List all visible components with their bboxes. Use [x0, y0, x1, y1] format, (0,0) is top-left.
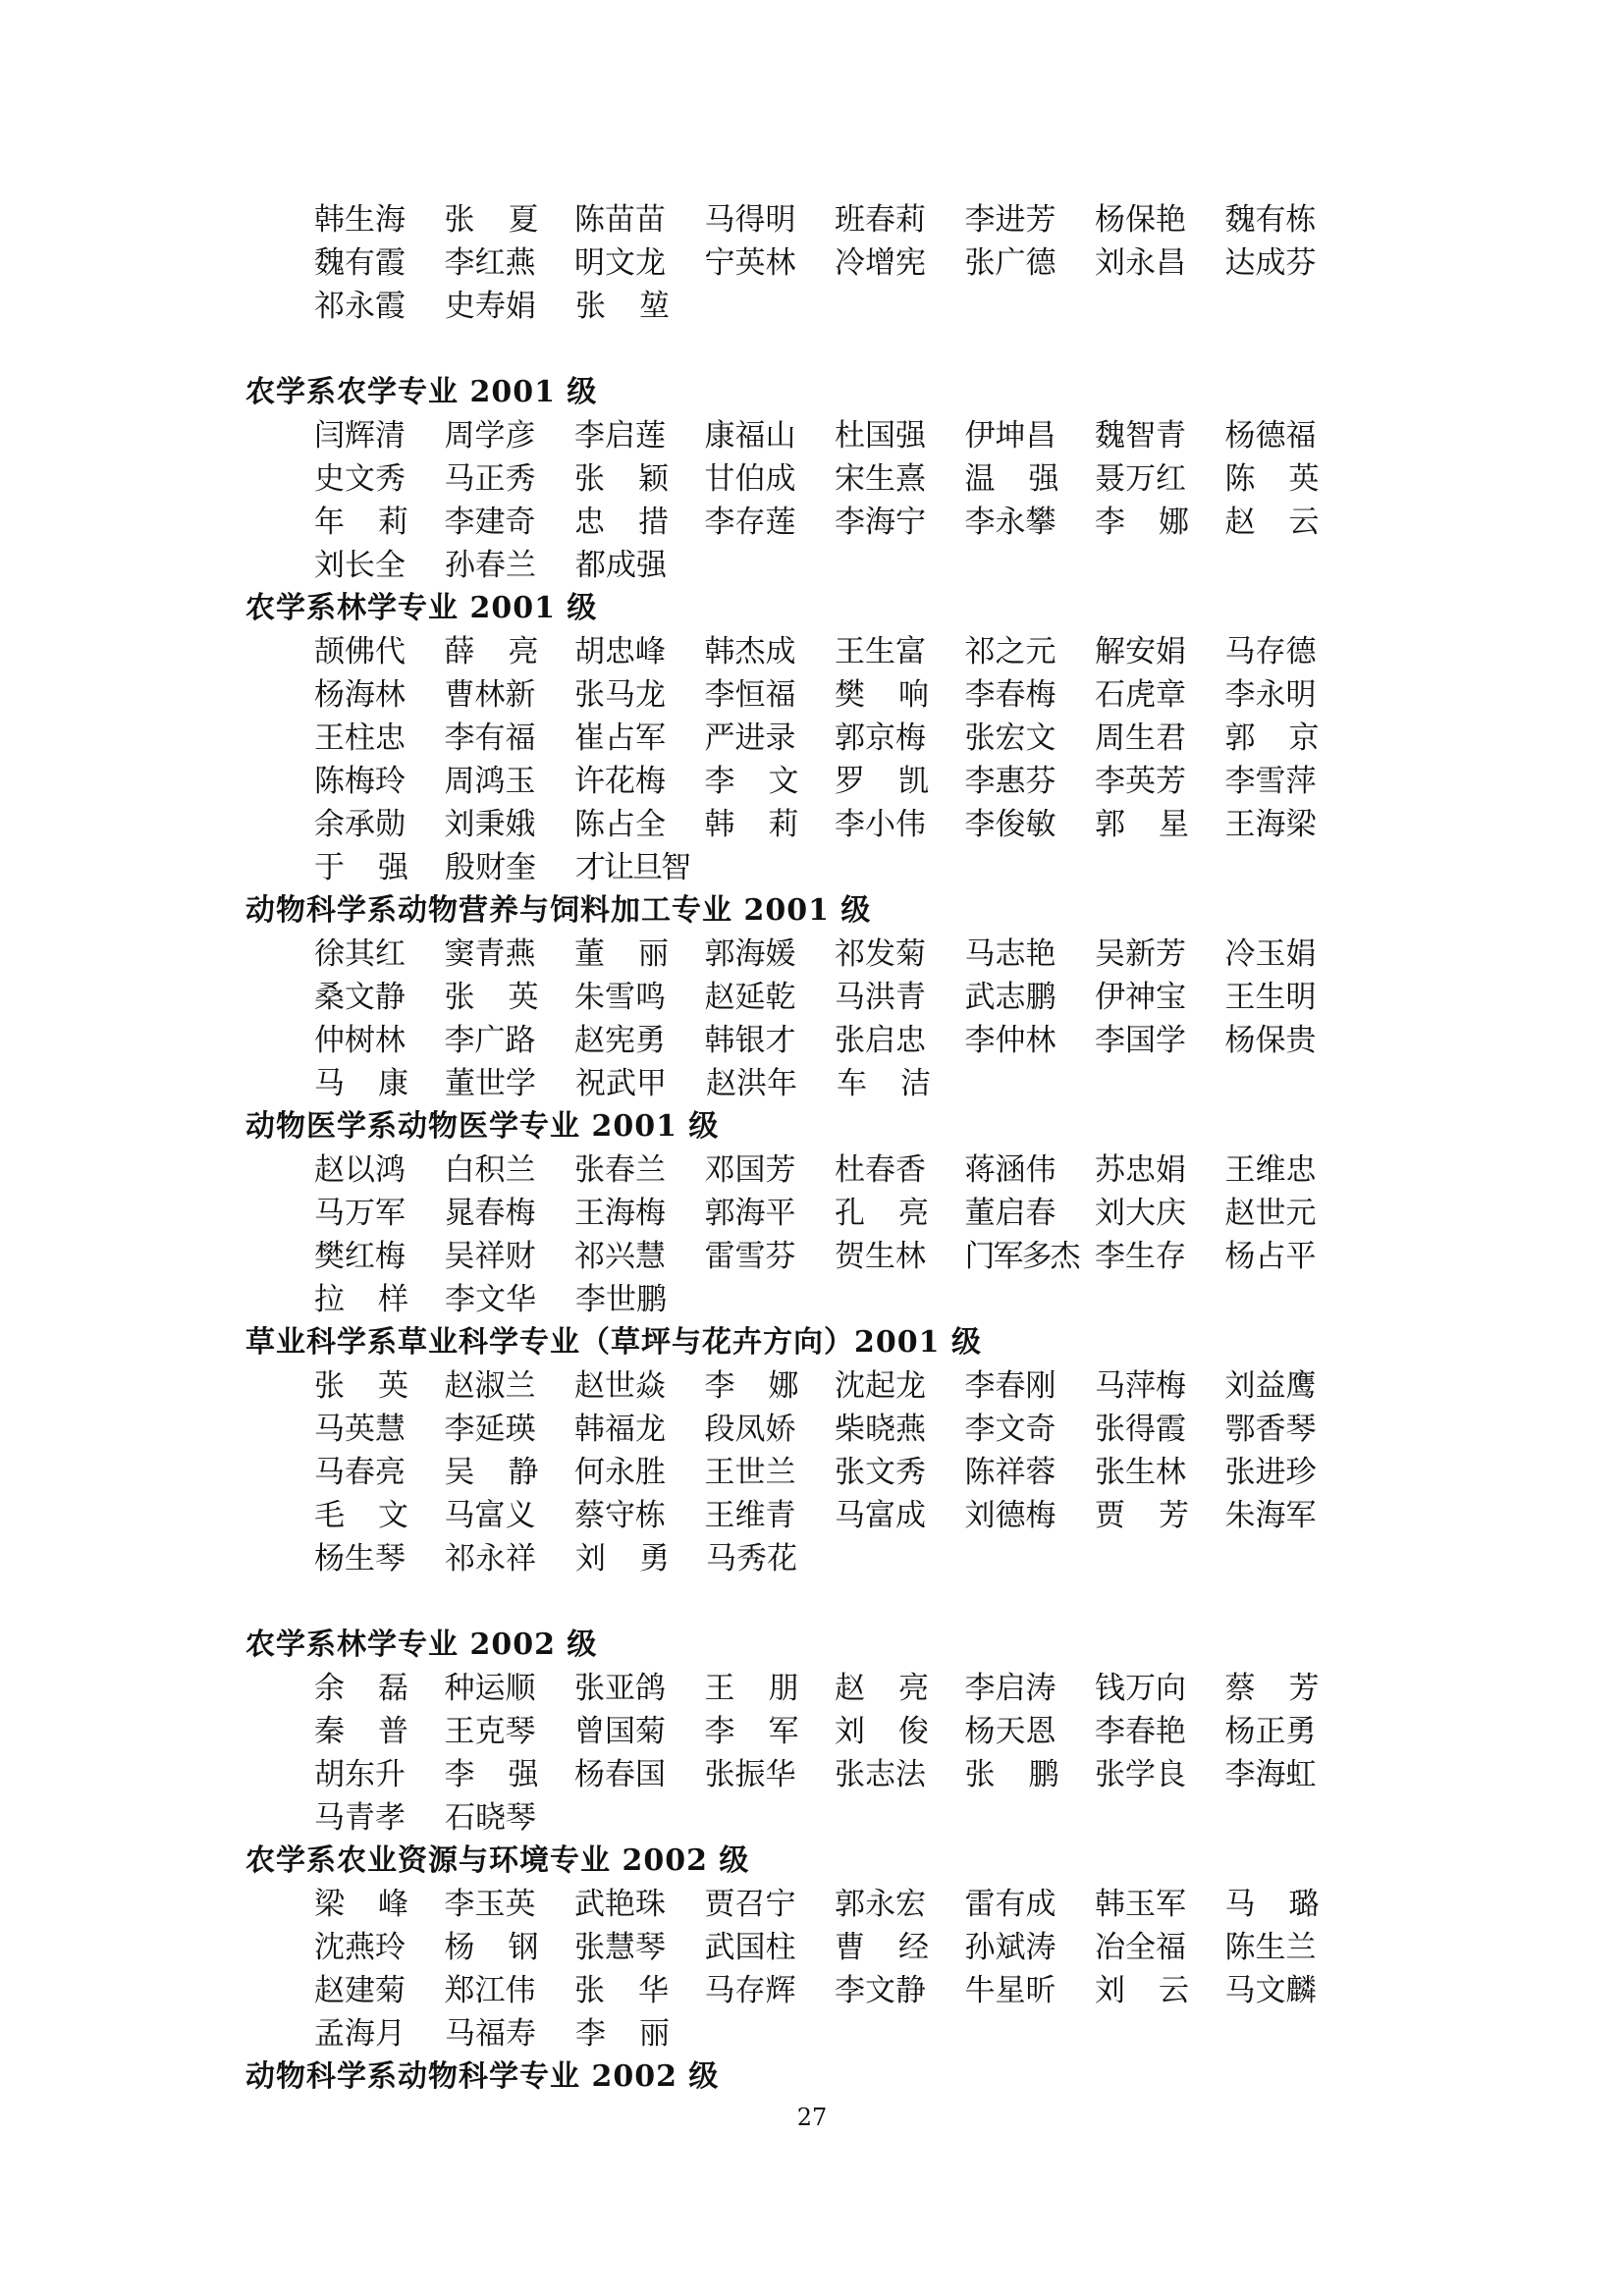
student-name: 胡忠峰 — [574, 634, 666, 669]
student-name: 李延瑛 — [444, 1412, 536, 1447]
student-name: 杨钢 — [444, 1930, 572, 1965]
student-name: 朱雪鸣 — [574, 980, 666, 1015]
name-row — [314, 1710, 1355, 1753]
student-name: 王生明 — [1224, 980, 1317, 1015]
student-name: 张进珍 — [1224, 1455, 1317, 1490]
name-list-content — [245, 198, 1355, 2099]
student-name: 李英芳 — [1095, 764, 1186, 799]
name-row — [314, 241, 1355, 285]
student-name: 马洪青 — [835, 980, 926, 1015]
student-name: 康福山 — [704, 418, 796, 454]
student-name: 韩玉军 — [1095, 1887, 1186, 1922]
student-name: 陈梅玲 — [314, 764, 406, 799]
student-name: 张志法 — [835, 1757, 926, 1792]
student-name: 杨保艳 — [1095, 202, 1186, 238]
student-name: 才让旦智 — [575, 850, 689, 885]
student-name: 仲树林 — [314, 1023, 406, 1058]
name-row — [314, 1969, 1355, 2012]
student-name: 史文秀 — [314, 461, 406, 497]
student-name: 祁发菊 — [835, 936, 926, 972]
student-name: 武志鹏 — [964, 980, 1056, 1015]
student-name: 李玉英 — [444, 1887, 536, 1922]
section-gap — [245, 1580, 1355, 1624]
student-name: 贺生林 — [835, 1239, 926, 1274]
student-name: 余承勋 — [314, 807, 406, 842]
student-name: 李俊敏 — [964, 807, 1056, 842]
name-row — [314, 1192, 1355, 1235]
student-name: 罗凯 — [835, 764, 962, 799]
student-name: 李文静 — [835, 1973, 926, 2008]
name-row — [314, 1883, 1355, 1926]
student-name: 李生存 — [1095, 1239, 1186, 1274]
name-row — [314, 1235, 1355, 1278]
student-name: 鄂香琴 — [1224, 1412, 1317, 1447]
name-row — [314, 1667, 1355, 1710]
student-name: 忠措 — [574, 505, 702, 540]
student-name: 张夏 — [444, 202, 572, 238]
student-name: 周学彦 — [444, 418, 536, 454]
student-name: 孙斌涛 — [964, 1930, 1056, 1965]
student-name: 祁永祥 — [445, 1541, 536, 1576]
student-name: 王生富 — [835, 634, 926, 669]
student-name: 何永胜 — [574, 1455, 666, 1490]
student-name: 曾国菊 — [574, 1714, 666, 1749]
student-name: 梁峰 — [314, 1887, 442, 1922]
student-name: 王维忠 — [1224, 1152, 1317, 1188]
name-row — [314, 1753, 1355, 1796]
student-name: 毛文 — [314, 1498, 442, 1533]
student-name: 李娜 — [704, 1368, 833, 1404]
student-name: 雷有成 — [964, 1887, 1056, 1922]
name-row — [314, 976, 1355, 1019]
student-name: 陈祥蓉 — [964, 1455, 1056, 1490]
student-name: 余磊 — [314, 1671, 442, 1706]
student-name: 段凤娇 — [704, 1412, 796, 1447]
student-name: 吴祥财 — [444, 1239, 536, 1274]
page-number: 27 — [796, 2104, 828, 2131]
student-name: 马春亮 — [314, 1455, 406, 1490]
section-title: 动物科学系动物营养与饲料加工专业 2001 级 — [245, 893, 872, 928]
student-name: 贾芳 — [1095, 1498, 1222, 1533]
name-row — [314, 198, 1355, 241]
student-name: 严进录 — [704, 721, 796, 756]
student-name: 郭京 — [1224, 721, 1353, 756]
student-name: 马英慧 — [314, 1412, 406, 1447]
student-name: 颉佛代 — [314, 634, 406, 669]
section-title: 农学系农业资源与环境专业 2002 级 — [245, 1843, 750, 1878]
student-name: 马富义 — [444, 1498, 536, 1533]
student-name: 周生君 — [1095, 721, 1186, 756]
student-name: 魏有霞 — [314, 245, 406, 281]
name-row — [314, 717, 1355, 760]
names-block — [314, 1364, 1355, 1580]
student-name: 吴静 — [444, 1455, 572, 1490]
student-name: 马康 — [314, 1066, 442, 1101]
student-name: 张马龙 — [574, 677, 666, 713]
student-name: 郭海媛 — [704, 936, 796, 972]
student-name: 刘秉娥 — [444, 807, 536, 842]
student-name: 杨天恩 — [964, 1714, 1056, 1749]
student-name: 韩福龙 — [574, 1412, 666, 1447]
student-name: 董世学 — [445, 1066, 536, 1101]
student-name: 温强 — [964, 461, 1093, 497]
section-title: 农学系农学专业 2001 级 — [245, 375, 598, 409]
student-name: 马存辉 — [704, 1973, 796, 2008]
student-name: 杨生琴 — [314, 1541, 406, 1576]
student-name: 门军多杰 — [964, 1239, 1079, 1274]
names-block — [314, 933, 1355, 1105]
student-name: 蒋涵伟 — [964, 1152, 1056, 1188]
student-name: 马正秀 — [444, 461, 536, 497]
class-section — [245, 371, 1355, 587]
student-name: 张学良 — [1095, 1757, 1186, 1792]
student-name: 李文 — [704, 764, 833, 799]
student-name: 薛亮 — [444, 634, 572, 669]
student-name: 李仲林 — [964, 1023, 1056, 1058]
student-name: 李广路 — [444, 1023, 536, 1058]
student-name: 李永攀 — [964, 505, 1056, 540]
student-name: 魏智青 — [1095, 418, 1186, 454]
student-name: 李恒福 — [704, 677, 796, 713]
student-name: 白积兰 — [444, 1152, 536, 1188]
name-row — [314, 1278, 1355, 1321]
student-name: 伊坤昌 — [964, 418, 1056, 454]
student-name: 李启莲 — [574, 418, 666, 454]
student-name: 伊神宝 — [1095, 980, 1186, 1015]
name-row — [314, 803, 1355, 846]
student-name: 陈生兰 — [1224, 1930, 1317, 1965]
student-name: 周鸿玉 — [444, 764, 536, 799]
name-row — [314, 760, 1355, 803]
student-name: 许花梅 — [574, 764, 666, 799]
section-title: 动物医学系动物医学专业 2001 级 — [245, 1109, 720, 1144]
student-name: 张英 — [314, 1368, 442, 1404]
student-name: 年莉 — [314, 505, 442, 540]
student-name: 刘永昌 — [1095, 245, 1186, 281]
class-section — [245, 1321, 1355, 1580]
student-name: 祁之元 — [964, 634, 1056, 669]
student-name: 苏忠娟 — [1095, 1152, 1186, 1188]
student-name: 刘益鹰 — [1224, 1368, 1317, 1404]
student-name: 李春梅 — [964, 677, 1056, 713]
section-title: 农学系林学专业 2001 级 — [245, 591, 598, 625]
student-name: 冷玉娟 — [1224, 936, 1317, 972]
student-name: 马志艳 — [964, 936, 1056, 972]
student-name: 张堃 — [575, 289, 703, 324]
class-section — [245, 2056, 1355, 2099]
student-name: 钱万向 — [1095, 1671, 1186, 1706]
student-name: 解安娟 — [1095, 634, 1186, 669]
name-row — [314, 630, 1355, 673]
student-name: 车洁 — [837, 1066, 964, 1101]
student-name: 赵亮 — [835, 1671, 962, 1706]
name-row — [314, 933, 1355, 976]
student-name: 杨海林 — [314, 677, 406, 713]
student-name: 李丽 — [575, 2016, 703, 2052]
student-name: 郭永宏 — [835, 1887, 926, 1922]
student-name: 李春艳 — [1095, 1714, 1186, 1749]
student-name: 韩银才 — [704, 1023, 796, 1058]
student-name: 樊响 — [835, 677, 962, 713]
names-block — [314, 198, 1355, 328]
student-name: 李雪萍 — [1224, 764, 1317, 799]
student-name: 张得霞 — [1095, 1412, 1186, 1447]
student-name: 马福寿 — [445, 2016, 536, 2052]
student-name: 张文秀 — [835, 1455, 926, 1490]
student-name: 牛星昕 — [964, 1973, 1056, 2008]
student-name: 贾召宁 — [704, 1887, 796, 1922]
student-name: 韩杰成 — [704, 634, 796, 669]
name-row — [314, 1019, 1355, 1062]
student-name: 曹林新 — [444, 677, 536, 713]
student-name: 赵建菊 — [314, 1973, 406, 2008]
student-name: 赵宪勇 — [574, 1023, 666, 1058]
student-name: 沈起龙 — [835, 1368, 926, 1404]
name-row — [314, 673, 1355, 717]
student-name: 杨保贵 — [1224, 1023, 1317, 1058]
student-name: 李有福 — [444, 721, 536, 756]
student-name: 于强 — [314, 850, 442, 885]
student-name: 魏有栋 — [1224, 202, 1317, 238]
student-name: 刘云 — [1095, 1973, 1222, 2008]
class-section — [245, 889, 1355, 1105]
student-name: 刘大庆 — [1095, 1196, 1186, 1231]
name-row — [314, 1494, 1355, 1537]
student-name: 聂万红 — [1095, 461, 1186, 497]
student-name: 樊红梅 — [314, 1239, 406, 1274]
student-name: 刘德梅 — [964, 1498, 1056, 1533]
name-row — [314, 1926, 1355, 1969]
student-name: 武国柱 — [704, 1930, 796, 1965]
student-name: 韩莉 — [704, 807, 833, 842]
student-name: 雷雪芬 — [704, 1239, 796, 1274]
student-name: 窦青燕 — [444, 936, 536, 972]
student-name: 董丽 — [574, 936, 702, 972]
name-row — [314, 414, 1355, 457]
name-row — [314, 544, 1355, 587]
student-name: 王海梅 — [574, 1196, 666, 1231]
student-name: 赵以鸿 — [314, 1152, 406, 1188]
student-name: 李红燕 — [444, 245, 536, 281]
student-name: 李国学 — [1095, 1023, 1186, 1058]
student-name: 胡东升 — [314, 1757, 406, 1792]
student-name: 马文麟 — [1224, 1973, 1317, 2008]
student-name: 张华 — [574, 1973, 702, 2008]
student-name: 陈占全 — [574, 807, 666, 842]
student-name: 张生林 — [1095, 1455, 1186, 1490]
class-section — [245, 198, 1355, 328]
student-name: 拉样 — [314, 1282, 442, 1317]
student-name: 李强 — [444, 1757, 572, 1792]
name-row — [314, 846, 1355, 889]
student-name: 张鹏 — [964, 1757, 1093, 1792]
student-name: 马青孝 — [314, 1800, 406, 1836]
section-title: 动物科学系动物科学专业 2002 级 — [245, 2059, 720, 2094]
student-name: 马秀花 — [706, 1541, 797, 1576]
student-name: 张亚鸽 — [574, 1671, 666, 1706]
student-name: 王维青 — [704, 1498, 796, 1533]
student-name: 王柱忠 — [314, 721, 406, 756]
student-name: 王世兰 — [704, 1455, 796, 1490]
student-name: 杜春香 — [835, 1152, 926, 1188]
student-name: 李建奇 — [444, 505, 536, 540]
student-name: 晁春梅 — [444, 1196, 536, 1231]
student-name: 马璐 — [1224, 1887, 1353, 1922]
student-name: 殷财奎 — [445, 850, 536, 885]
name-row — [314, 1796, 1355, 1840]
section-title: 草业科学系草业科学专业（草坪与花卉方向）2001 级 — [245, 1325, 982, 1360]
names-block — [314, 1883, 1355, 2056]
student-name: 崔占军 — [574, 721, 666, 756]
student-name: 赵云 — [1224, 505, 1353, 540]
student-name: 李海宁 — [835, 505, 926, 540]
student-name: 曹经 — [835, 1930, 962, 1965]
student-name: 甘伯成 — [704, 461, 796, 497]
student-name: 马存德 — [1224, 634, 1317, 669]
student-name: 宋生熹 — [835, 461, 926, 497]
student-name: 李文奇 — [964, 1412, 1056, 1447]
names-block — [314, 630, 1355, 889]
class-section — [245, 1840, 1355, 2056]
name-row — [314, 285, 1355, 328]
student-name: 蔡芳 — [1224, 1671, 1353, 1706]
student-name: 赵洪年 — [706, 1066, 797, 1101]
class-section — [245, 1624, 1355, 1840]
student-name: 史寿娟 — [445, 289, 536, 324]
student-name: 徐其红 — [314, 936, 406, 972]
name-row — [314, 501, 1355, 544]
student-name: 杨春国 — [574, 1757, 666, 1792]
student-name: 种运顺 — [444, 1671, 536, 1706]
student-name: 马得明 — [704, 202, 796, 238]
student-name: 李娜 — [1095, 505, 1222, 540]
student-name: 李文华 — [445, 1282, 536, 1317]
student-name: 李世鹏 — [575, 1282, 667, 1317]
student-name: 李惠芬 — [964, 764, 1056, 799]
student-name: 孙春兰 — [445, 548, 536, 583]
student-name: 班春莉 — [835, 202, 926, 238]
student-name: 孟海月 — [314, 2016, 406, 2052]
student-name: 明文龙 — [574, 245, 666, 281]
student-name: 刘勇 — [575, 1541, 703, 1576]
student-name: 马富成 — [835, 1498, 926, 1533]
names-block — [314, 1667, 1355, 1840]
student-name: 张春兰 — [574, 1152, 666, 1188]
student-name: 马万军 — [314, 1196, 406, 1231]
student-name: 赵延乾 — [704, 980, 796, 1015]
student-name: 郭星 — [1095, 807, 1222, 842]
student-name: 冶全福 — [1095, 1930, 1186, 1965]
student-name: 张宏文 — [964, 721, 1056, 756]
student-name: 李军 — [704, 1714, 833, 1749]
name-row — [314, 1148, 1355, 1192]
student-name: 闫辉清 — [314, 418, 406, 454]
student-name: 祁兴慧 — [574, 1239, 666, 1274]
student-name: 韩生海 — [314, 202, 406, 238]
student-name: 赵世焱 — [574, 1368, 666, 1404]
student-name: 王朋 — [704, 1671, 833, 1706]
student-name: 张颖 — [574, 461, 702, 497]
student-name: 李进芳 — [964, 202, 1056, 238]
section-gap — [245, 328, 1355, 371]
student-name: 杜国强 — [835, 418, 926, 454]
student-name: 张英 — [444, 980, 572, 1015]
student-name: 张慧琴 — [574, 1930, 666, 1965]
student-name: 李永明 — [1224, 677, 1317, 713]
student-name: 刘俊 — [835, 1714, 962, 1749]
student-name: 王海梁 — [1224, 807, 1317, 842]
student-name: 郭京梅 — [835, 721, 926, 756]
student-name: 郭海平 — [704, 1196, 796, 1231]
student-name: 柴晓燕 — [835, 1412, 926, 1447]
name-row — [314, 1537, 1355, 1580]
student-name: 赵世元 — [1224, 1196, 1317, 1231]
student-name: 祁永霞 — [314, 289, 406, 324]
student-name: 杨德福 — [1224, 418, 1317, 454]
student-name: 张振华 — [704, 1757, 796, 1792]
name-row — [314, 1364, 1355, 1408]
student-name: 吴新芳 — [1095, 936, 1186, 972]
student-name: 蔡守栋 — [574, 1498, 666, 1533]
student-name: 都成强 — [575, 548, 667, 583]
name-row — [314, 2012, 1355, 2056]
student-name: 达成芬 — [1224, 245, 1317, 281]
student-name: 马萍梅 — [1095, 1368, 1186, 1404]
names-block — [314, 414, 1355, 587]
student-name: 张启忠 — [835, 1023, 926, 1058]
student-name: 秦普 — [314, 1714, 442, 1749]
student-name: 郑江伟 — [444, 1973, 536, 2008]
student-name: 石晓琴 — [445, 1800, 536, 1836]
student-name: 朱海军 — [1224, 1498, 1317, 1533]
student-name: 李存莲 — [704, 505, 796, 540]
student-name: 祝武甲 — [575, 1066, 667, 1101]
student-name: 李海虹 — [1224, 1757, 1317, 1792]
student-name: 陈英 — [1224, 461, 1353, 497]
student-name: 沈燕玲 — [314, 1930, 406, 1965]
student-name: 李春刚 — [964, 1368, 1056, 1404]
student-name: 桑文静 — [314, 980, 406, 1015]
student-name: 董启春 — [964, 1196, 1056, 1231]
student-name: 张广德 — [964, 245, 1056, 281]
name-row — [314, 1408, 1355, 1451]
student-name: 李启涛 — [964, 1671, 1056, 1706]
student-name: 杨占平 — [1224, 1239, 1317, 1274]
class-section — [245, 587, 1355, 889]
student-name: 杨正勇 — [1224, 1714, 1317, 1749]
student-name: 邓国芳 — [704, 1152, 796, 1188]
student-name: 石虎章 — [1095, 677, 1186, 713]
section-title: 农学系林学专业 2002 级 — [245, 1628, 598, 1662]
student-name: 宁英林 — [704, 245, 796, 281]
student-name: 武艳珠 — [574, 1887, 666, 1922]
student-name: 刘长全 — [314, 548, 406, 583]
name-row — [314, 1451, 1355, 1494]
student-name: 陈苗苗 — [574, 202, 666, 238]
student-name: 冷增宪 — [835, 245, 926, 281]
name-row — [314, 457, 1355, 501]
student-name: 王克琴 — [444, 1714, 536, 1749]
student-name: 孔亮 — [835, 1196, 962, 1231]
name-row — [314, 1062, 1355, 1105]
class-section — [245, 1105, 1355, 1321]
names-block — [314, 1148, 1355, 1321]
student-name: 赵淑兰 — [444, 1368, 536, 1404]
student-name: 李小伟 — [835, 807, 926, 842]
